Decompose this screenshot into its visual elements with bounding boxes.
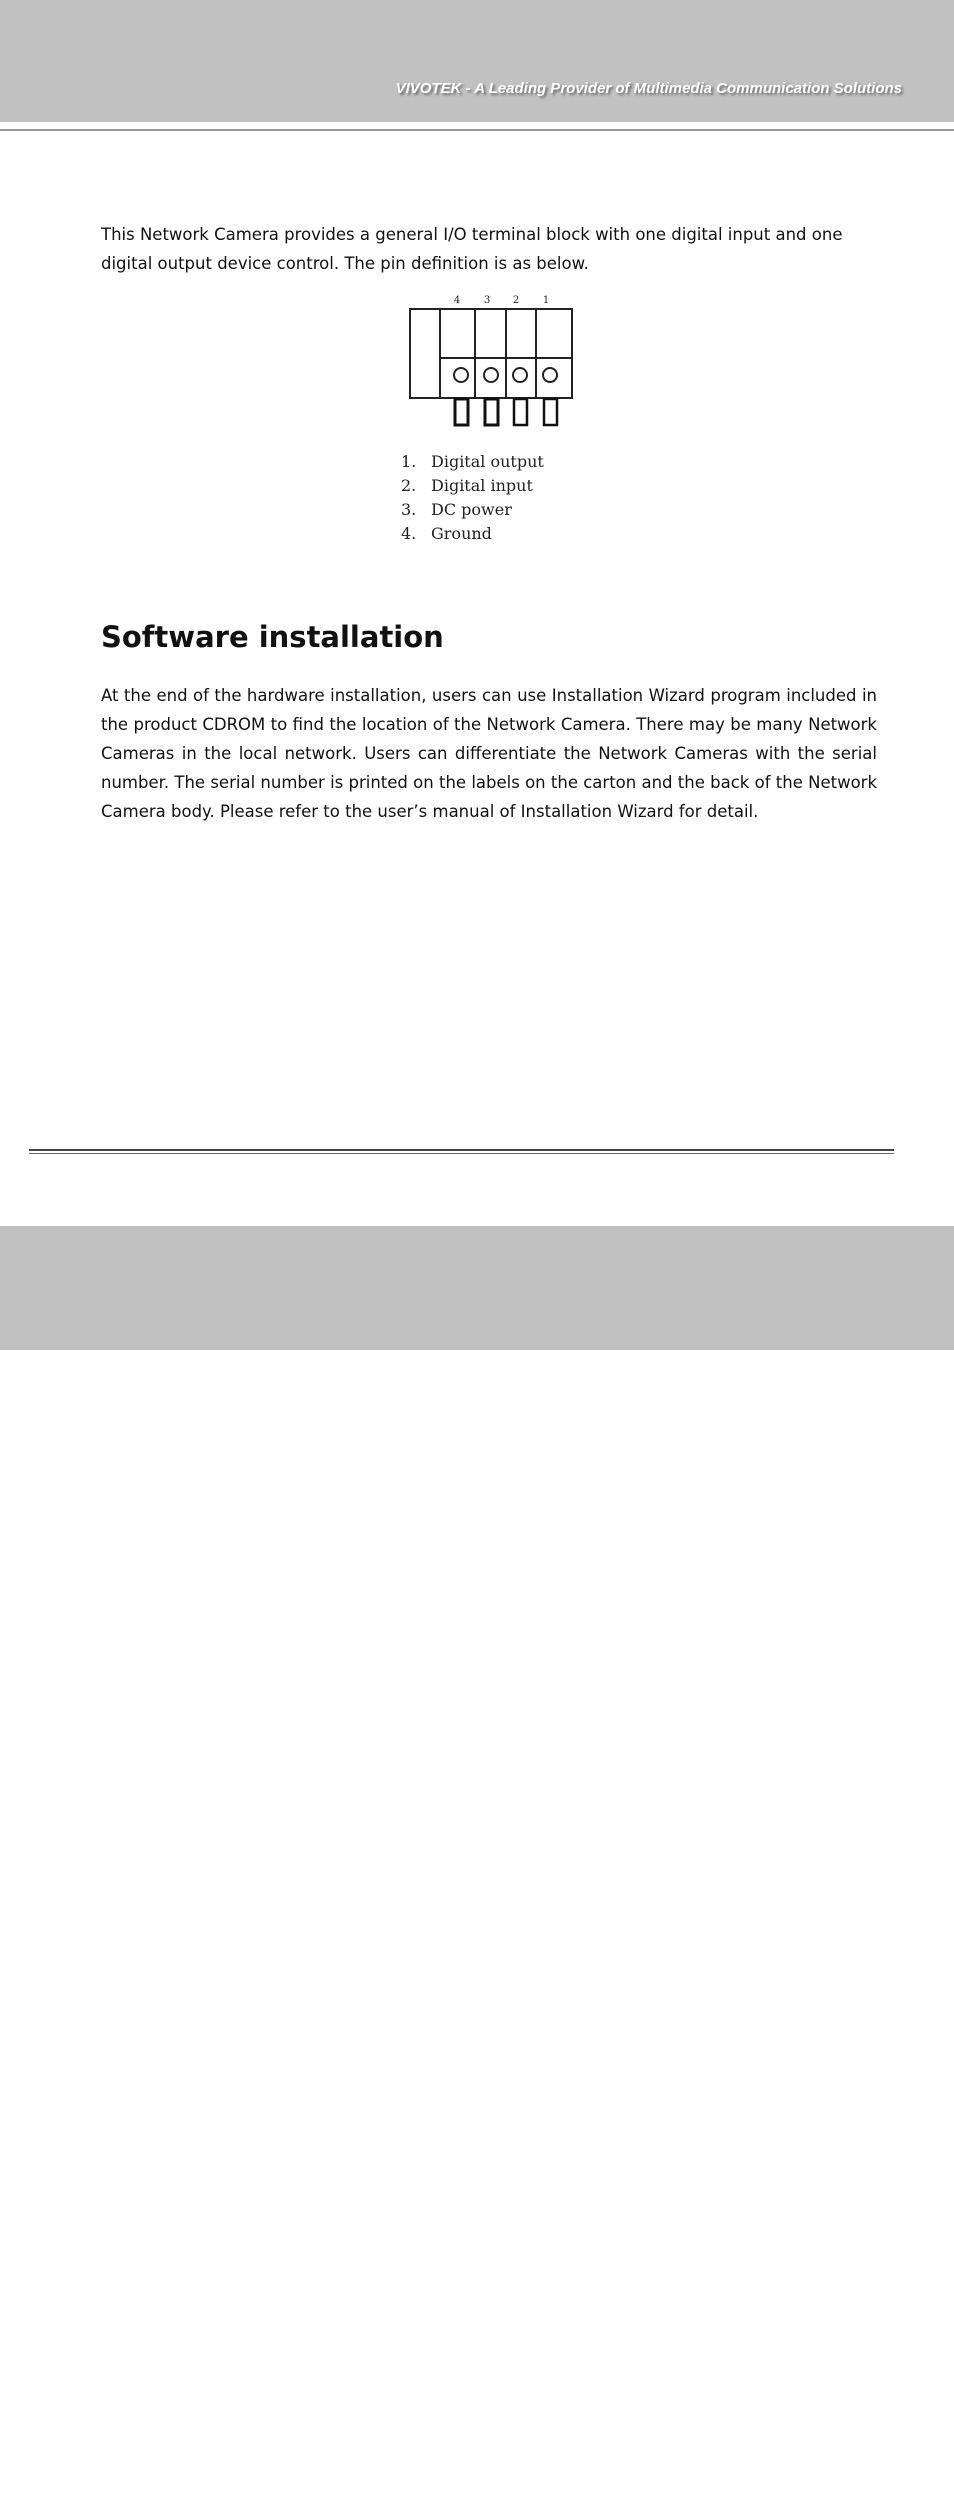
screw-3 xyxy=(484,368,498,382)
pin-terminal-1 xyxy=(544,399,557,425)
pin-terminal-4 xyxy=(455,399,468,425)
list-item xyxy=(401,498,544,522)
footer-band xyxy=(0,1226,954,2508)
intro-paragraph: This Network Camera provides a general I/O terminal block with one digital input and one digital output device control. The pin definition is as below. xyxy=(101,225,843,273)
screw-4 xyxy=(454,368,468,382)
pin-terminal-3 xyxy=(485,399,498,425)
pin-number-1: 1 xyxy=(542,295,550,306)
footer-rule xyxy=(29,1149,894,1151)
pin-list-label: Ground xyxy=(431,524,492,543)
section-heading: Software installation xyxy=(101,620,444,654)
screw-2 xyxy=(513,368,527,382)
terminal-block-outline xyxy=(410,309,572,398)
list-item xyxy=(401,474,544,498)
list-item xyxy=(401,450,544,474)
screw-1 xyxy=(543,368,557,382)
list-item xyxy=(401,522,544,546)
page-label: User's Manual - 8 xyxy=(762,2488,903,2508)
pin-list-label: DC power xyxy=(431,500,512,519)
pin-list-number: 2. xyxy=(401,476,417,495)
pin-list-number: 4. xyxy=(401,524,417,543)
pin-number-3: 3 xyxy=(483,295,491,306)
pin-number-4: 4 xyxy=(453,295,461,306)
pin-list-label: Digital output xyxy=(431,452,544,471)
header-rule xyxy=(0,129,954,131)
footer-rule-secondary xyxy=(29,1153,894,1154)
section-body-paragraph: At the end of the hardware installation, users can use Installation Wizard program included in the product CDROM to find the location of the Network Camera. There may be many Network Cameras in the local network. Users can differentiate the Network Cameras with the serial number. The serial number is printed on the labels on the carton and the back of the Network Camera body. Please refer to the user’s manual of Installation Wizard for detail. xyxy=(101,686,877,821)
terminal-block-diagram xyxy=(398,288,588,438)
pin-number-2: 2 xyxy=(512,295,520,306)
pin-list-number: 3. xyxy=(401,500,417,519)
pin-list-label: Digital input xyxy=(431,476,533,495)
header-band xyxy=(0,0,954,122)
pin-terminal-2 xyxy=(514,399,527,425)
header-tagline: VIVOTEK - A Leading Provider of Multimedia Communication Solutions xyxy=(395,80,902,97)
pin-list-number: 1. xyxy=(401,452,417,471)
pin-definition-list xyxy=(401,450,544,546)
